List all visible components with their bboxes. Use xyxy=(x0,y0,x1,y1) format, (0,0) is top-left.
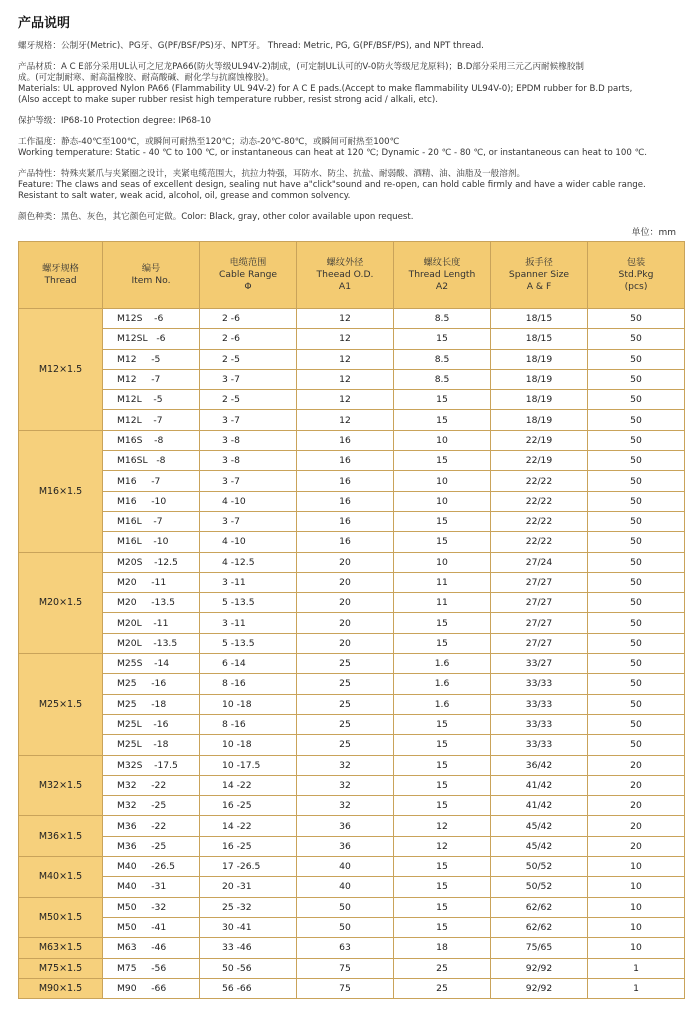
table-cell: 45/42 xyxy=(491,836,588,856)
table-cell: 12 xyxy=(297,369,394,389)
table-cell: 20 xyxy=(297,613,394,633)
table-cell: 50 xyxy=(588,309,685,329)
table-cell: 50 xyxy=(588,593,685,613)
table-cell: 20 xyxy=(588,755,685,775)
table-cell: M16S -8 xyxy=(103,430,200,450)
table-cell: 2 -6 xyxy=(200,329,297,349)
table-cell: 18/19 xyxy=(491,349,588,369)
table-cell: 15 xyxy=(394,390,491,410)
table-cell: 33/27 xyxy=(491,654,588,674)
table-cell: 15 xyxy=(394,877,491,897)
table-cell: 40 xyxy=(297,877,394,897)
table-cell: 25 xyxy=(297,735,394,755)
table-cell: 20 xyxy=(297,572,394,592)
table-cell: 33/33 xyxy=(491,714,588,734)
table-cell: 50 xyxy=(588,552,685,572)
column-header-line: 螺纹长度 xyxy=(423,257,461,268)
table-cell: 50 xyxy=(588,451,685,471)
table-cell: 33/33 xyxy=(491,735,588,755)
table-cell: 50 xyxy=(588,430,685,450)
table-cell: 27/27 xyxy=(491,572,588,592)
spec-line: Materials: UL approved Nylon PA66 (Flammability UL 94V-2) for A C E pads.(Accept to make flammability UL94V-0); EPDM rubber for B.D parts, xyxy=(18,84,633,94)
table-cell: 56 -66 xyxy=(200,978,297,998)
table-cell: 10 xyxy=(588,897,685,917)
table-cell: 10 xyxy=(588,857,685,877)
column-header-line: 电缆范围 xyxy=(229,257,267,268)
table-row xyxy=(19,917,685,937)
table-cell: 3 -7 xyxy=(200,511,297,531)
table-cell: M16L -10 xyxy=(103,532,200,552)
table-cell: M16SL -8 xyxy=(103,451,200,471)
spacer xyxy=(18,127,686,137)
table-cell: M12SL -6 xyxy=(103,329,200,349)
table-cell: 20 xyxy=(588,775,685,795)
table-cell: 8 -16 xyxy=(200,714,297,734)
column-header-line: 螺纹外径 xyxy=(326,257,364,268)
table-cell: 27/24 xyxy=(491,552,588,572)
table-row xyxy=(19,329,685,349)
table-cell: 25 xyxy=(297,714,394,734)
page-title: 产品说明 xyxy=(18,16,71,31)
table-row xyxy=(19,796,685,816)
table-cell: 25 xyxy=(297,674,394,694)
table-cell: 40 xyxy=(297,857,394,877)
table-cell: 50 xyxy=(588,735,685,755)
table-cell: 16 xyxy=(297,532,394,552)
table-cell: 20 xyxy=(297,593,394,613)
spec-line: 保护等级：IP68-10 Protection degree: IP68-10 xyxy=(18,116,212,126)
table-cell: 18/19 xyxy=(491,369,588,389)
table-cell: 15 xyxy=(394,796,491,816)
table-row xyxy=(19,938,685,958)
table-cell: 50 xyxy=(588,654,685,674)
product-description xyxy=(18,41,686,223)
table-cell: M25 -18 xyxy=(103,694,200,714)
column-header-line: A & F xyxy=(526,281,552,292)
table-cell: 20 xyxy=(588,796,685,816)
table-cell: 50 xyxy=(588,674,685,694)
table-row xyxy=(19,349,685,369)
table-cell: 16 xyxy=(297,491,394,511)
table-cell: 25 -32 xyxy=(200,897,297,917)
table-cell: 3 -7 xyxy=(200,410,297,430)
table-row xyxy=(19,816,685,836)
table-cell: M12L -5 xyxy=(103,390,200,410)
table-cell: 22/19 xyxy=(491,451,588,471)
table-cell: M20 -11 xyxy=(103,572,200,592)
table-cell: 10 xyxy=(394,491,491,511)
table-row xyxy=(19,735,685,755)
table-cell: M32 -25 xyxy=(103,796,200,816)
spec-line: (Also accept to make super rubber resist high temperature rubber, resist strong acid / alkali, etc). xyxy=(18,95,438,105)
table-cell: 15 xyxy=(394,410,491,430)
table-cell: M20 -13.5 xyxy=(103,593,200,613)
spec-line: 工作温度：静态-40℃至100℃，或瞬间可耐热至120℃；动态-20℃-80℃，或瞬间可耐热至100℃ xyxy=(18,137,400,147)
table-cell: 50 xyxy=(588,633,685,653)
table-cell: M32 -22 xyxy=(103,775,200,795)
spec-line: Working temperature: Static - 40 ℃ to 100 ℃, or instantaneous can heat at 120 ℃; Dynamic - 20 ℃ - 80 ℃, or instantaneous can heat to 100 ℃. xyxy=(18,148,647,158)
table-cell: 50 xyxy=(588,511,685,531)
table-cell: 41/42 xyxy=(491,775,588,795)
table-cell: 16 xyxy=(297,511,394,531)
table-cell: 10 -18 xyxy=(200,694,297,714)
table-cell: 50 xyxy=(588,471,685,491)
table-cell: 10 xyxy=(588,917,685,937)
table-row xyxy=(19,593,685,613)
spec-line: Feature: The claws and seas of excellent design, sealing nut have a"click"sound and re-open, can hold cable firmly and have a wider cable range. xyxy=(18,180,646,190)
table-cell: 22/22 xyxy=(491,491,588,511)
spec-table xyxy=(18,241,685,999)
table-cell: 41/42 xyxy=(491,796,588,816)
table-cell: M25L -16 xyxy=(103,714,200,734)
table-cell: 18/19 xyxy=(491,410,588,430)
column-header-line: A2 xyxy=(435,281,449,292)
unit-label: 单位：mm xyxy=(631,228,676,238)
table-cell: 50 xyxy=(297,917,394,937)
table-cell: 5 -13.5 xyxy=(200,593,297,613)
thread-cell: M16×1.5 xyxy=(19,430,103,552)
table-cell: 12 xyxy=(394,816,491,836)
table-cell: 32 xyxy=(297,796,394,816)
table-cell: 45/42 xyxy=(491,816,588,836)
table-row xyxy=(19,572,685,592)
table-row xyxy=(19,958,685,978)
table-cell: 1.6 xyxy=(394,674,491,694)
table-row xyxy=(19,978,685,998)
table-cell: 11 xyxy=(394,572,491,592)
table-row xyxy=(19,694,685,714)
table-cell: M90 -66 xyxy=(103,978,200,998)
table-cell: 92/92 xyxy=(491,958,588,978)
table-cell: 12 xyxy=(297,390,394,410)
spacer xyxy=(18,106,686,116)
table-cell: 50/52 xyxy=(491,877,588,897)
table-cell: 5 -13.5 xyxy=(200,633,297,653)
table-cell: 3 -8 xyxy=(200,451,297,471)
column-header-line: 螺牙规格 xyxy=(42,263,79,274)
table-cell: 20 xyxy=(588,836,685,856)
column-header xyxy=(394,242,491,309)
table-cell: 30 -41 xyxy=(200,917,297,937)
spec-line: 颜色种类：黑色、灰色，其它颜色可定做。Color: Black, gray, other color available upon request. xyxy=(18,212,414,222)
table-cell: M12L -7 xyxy=(103,410,200,430)
table-cell: 14 -22 xyxy=(200,816,297,836)
table-row xyxy=(19,755,685,775)
thread-cell: M12×1.5 xyxy=(19,309,103,431)
table-cell: 3 -7 xyxy=(200,471,297,491)
table-cell: M75 -56 xyxy=(103,958,200,978)
table-cell: 22/22 xyxy=(491,532,588,552)
table-cell: 16 -25 xyxy=(200,796,297,816)
column-header-line: Std.Pkg xyxy=(618,269,654,280)
column-header-line: (pcs) xyxy=(624,281,648,292)
table-cell: 20 -31 xyxy=(200,877,297,897)
table-cell: 18/15 xyxy=(491,329,588,349)
column-header-line: Theead O.D. xyxy=(316,269,374,280)
table-cell: 10 xyxy=(588,938,685,958)
table-cell: 15 xyxy=(394,897,491,917)
thread-cell: M40×1.5 xyxy=(19,857,103,898)
thread-cell: M50×1.5 xyxy=(19,897,103,938)
thread-cell: M20×1.5 xyxy=(19,552,103,653)
table-cell: 15 xyxy=(394,714,491,734)
column-header-line: 扳手径 xyxy=(525,257,553,268)
thread-cell: M25×1.5 xyxy=(19,654,103,755)
table-cell: M63 -46 xyxy=(103,938,200,958)
table-cell: 33/33 xyxy=(491,674,588,694)
table-cell: 25 xyxy=(297,694,394,714)
table-cell: M16 -7 xyxy=(103,471,200,491)
table-cell: 11 xyxy=(394,593,491,613)
thread-cell: M75×1.5 xyxy=(19,958,103,978)
table-cell: M25S -14 xyxy=(103,654,200,674)
table-row xyxy=(19,714,685,734)
table-cell: 63 xyxy=(297,938,394,958)
table-cell: 8.5 xyxy=(394,369,491,389)
table-cell: 75 xyxy=(297,958,394,978)
column-header-line: Thread xyxy=(44,275,77,286)
table-row xyxy=(19,410,685,430)
column-header xyxy=(491,242,588,309)
table-cell: M40 -26.5 xyxy=(103,857,200,877)
table-cell: M16 -10 xyxy=(103,491,200,511)
table-cell: 36 xyxy=(297,836,394,856)
column-header-line: Spanner Size xyxy=(508,269,570,280)
table-cell: 50 xyxy=(588,349,685,369)
table-cell: 16 xyxy=(297,451,394,471)
table-cell: 15 xyxy=(394,755,491,775)
table-cell: 15 xyxy=(394,329,491,349)
table-row xyxy=(19,775,685,795)
table-cell: 4 -12.5 xyxy=(200,552,297,572)
table-row xyxy=(19,511,685,531)
column-header-line: 包装 xyxy=(626,257,646,268)
table-cell: 10 xyxy=(394,552,491,572)
table-cell: 50 xyxy=(588,532,685,552)
column-header-line: Thread Length xyxy=(408,269,476,280)
table-row xyxy=(19,836,685,856)
table-cell: 15 xyxy=(394,511,491,531)
spec-line: 成。(可定制耐寒、耐高温橡胶、耐高酸碱、耐化学与抗腐蚀橡胶)。 xyxy=(18,73,274,83)
table-cell: 8.5 xyxy=(394,349,491,369)
table-cell: M50 -32 xyxy=(103,897,200,917)
table-cell: 62/62 xyxy=(491,917,588,937)
table-cell: 2 -6 xyxy=(200,309,297,329)
table-cell: 8.5 xyxy=(394,309,491,329)
table-cell: 3 -7 xyxy=(200,369,297,389)
table-cell: 27/27 xyxy=(491,593,588,613)
table-cell: 25 xyxy=(297,654,394,674)
table-cell: M12S -6 xyxy=(103,309,200,329)
table-cell: 50 xyxy=(588,390,685,410)
table-cell: 15 xyxy=(394,613,491,633)
spec-line: 螺牙规格：公制牙(Metric)、PG牙、G(PF/BSF/PS)牙、NPT牙。 Thread: Metric, PG, G(PF/BSF/PS), and NPT thread. xyxy=(18,41,484,51)
table-cell: 25 xyxy=(394,978,491,998)
spacer xyxy=(18,52,686,62)
table-cell: 32 xyxy=(297,775,394,795)
table-cell: 75 xyxy=(297,978,394,998)
table-cell: 15 xyxy=(394,633,491,653)
thread-cell: M63×1.5 xyxy=(19,938,103,958)
table-row xyxy=(19,309,685,329)
table-cell: 10 xyxy=(394,471,491,491)
table-row xyxy=(19,390,685,410)
table-cell: 15 xyxy=(394,917,491,937)
table-cell: 50 xyxy=(588,572,685,592)
table-cell: M20S -12.5 xyxy=(103,552,200,572)
table-row xyxy=(19,674,685,694)
table-cell: 12 xyxy=(297,410,394,430)
table-cell: 3 -11 xyxy=(200,572,297,592)
table-cell: 18 xyxy=(394,938,491,958)
table-cell: 32 xyxy=(297,755,394,775)
table-cell: 27/27 xyxy=(491,633,588,653)
spec-line: 产品材质：A C E部分采用UL认可之尼龙PA66(防火等级UL94V-2)制成，(可定制UL认可的V-0防火等级尼龙原料)；B.D部分采用三元乙丙耐候橡胶制 xyxy=(18,62,585,72)
table-cell: 10 xyxy=(394,430,491,450)
table-cell: M40 -31 xyxy=(103,877,200,897)
table-cell: 2 -5 xyxy=(200,390,297,410)
table-cell: M20L -11 xyxy=(103,613,200,633)
table-cell: 1.6 xyxy=(394,694,491,714)
table-cell: 17 -26.5 xyxy=(200,857,297,877)
table-cell: 15 xyxy=(394,532,491,552)
table-cell: M20L -13.5 xyxy=(103,633,200,653)
table-cell: M25L -18 xyxy=(103,735,200,755)
table-cell: 50 xyxy=(588,714,685,734)
table-cell: 50 xyxy=(588,329,685,349)
table-cell: 18/19 xyxy=(491,390,588,410)
table-cell: M25 -16 xyxy=(103,674,200,694)
table-cell: 22/22 xyxy=(491,511,588,531)
table-cell: M50 -41 xyxy=(103,917,200,937)
column-header xyxy=(297,242,394,309)
column-header-line: 编号 xyxy=(141,263,161,274)
table-cell: 20 xyxy=(297,633,394,653)
table-cell: 10 xyxy=(588,877,685,897)
column-header xyxy=(588,242,685,309)
table-cell: 50/52 xyxy=(491,857,588,877)
table-cell: 14 -22 xyxy=(200,775,297,795)
spacer xyxy=(18,159,686,169)
table-row xyxy=(19,613,685,633)
table-row xyxy=(19,430,685,450)
table-cell: 33/33 xyxy=(491,694,588,714)
column-header xyxy=(19,242,103,309)
table-cell: M32S -17.5 xyxy=(103,755,200,775)
table-cell: 20 xyxy=(588,816,685,836)
column-header-line: A1 xyxy=(338,281,352,292)
column-header-line: Item No. xyxy=(131,275,171,286)
table-cell: 6 -14 xyxy=(200,654,297,674)
thread-cell: M36×1.5 xyxy=(19,816,103,857)
table-cell: 62/62 xyxy=(491,897,588,917)
table-cell: 12 xyxy=(297,349,394,369)
table-cell: M36 -22 xyxy=(103,816,200,836)
column-header xyxy=(200,242,297,309)
table-cell: 50 -56 xyxy=(200,958,297,978)
table-row xyxy=(19,532,685,552)
table-cell: 10 -18 xyxy=(200,735,297,755)
table-cell: 2 -5 xyxy=(200,349,297,369)
table-header xyxy=(19,242,685,309)
table-row xyxy=(19,451,685,471)
table-cell: 50 xyxy=(297,897,394,917)
table-cell: M12 -7 xyxy=(103,369,200,389)
table-cell: 36/42 xyxy=(491,755,588,775)
table-cell: 75/65 xyxy=(491,938,588,958)
table-cell: 4 -10 xyxy=(200,491,297,511)
table-cell: 15 xyxy=(394,775,491,795)
thread-cell: M90×1.5 xyxy=(19,978,103,998)
table-body xyxy=(19,309,685,999)
table-cell: 50 xyxy=(588,369,685,389)
table-cell: 16 xyxy=(297,430,394,450)
table-cell: 22/22 xyxy=(491,471,588,491)
table-cell: 16 -25 xyxy=(200,836,297,856)
column-header-line: Cable Range xyxy=(218,269,278,280)
table-row xyxy=(19,897,685,917)
table-row xyxy=(19,552,685,572)
column-header xyxy=(103,242,200,309)
spec-line: 产品特性：特殊夹紧爪与夹紧圈之设计，夹紧电缆范围大，抗拉力特强，耳防水、防尘、抗盐、耐弱酸、酒精、油、油脂及一般溶剂。 xyxy=(18,169,526,179)
table-cell: 12 xyxy=(297,309,394,329)
table-cell: 33 -46 xyxy=(200,938,297,958)
table-cell: 1 xyxy=(588,958,685,978)
table-cell: 12 xyxy=(297,329,394,349)
table-row xyxy=(19,857,685,877)
table-cell: 50 xyxy=(588,694,685,714)
table-cell: M12 -5 xyxy=(103,349,200,369)
table-cell: 1.6 xyxy=(394,654,491,674)
table-cell: 16 xyxy=(297,471,394,491)
column-header-line: Φ xyxy=(244,281,252,292)
table-row xyxy=(19,369,685,389)
table-cell: M16L -7 xyxy=(103,511,200,531)
table-cell: 36 xyxy=(297,816,394,836)
table-cell: 15 xyxy=(394,735,491,755)
table-cell: 18/15 xyxy=(491,309,588,329)
table-row xyxy=(19,471,685,491)
table-cell: 20 xyxy=(297,552,394,572)
table-cell: 27/27 xyxy=(491,613,588,633)
thread-cell: M32×1.5 xyxy=(19,755,103,816)
table-cell: 50 xyxy=(588,613,685,633)
table-cell: 3 -8 xyxy=(200,430,297,450)
table-cell: 4 -10 xyxy=(200,532,297,552)
table-cell: 3 -11 xyxy=(200,613,297,633)
spec-line: Resistant to salt water, weak acid, alcohol, oil, grease and common solvency. xyxy=(18,191,351,201)
table-row xyxy=(19,654,685,674)
table-cell: 15 xyxy=(394,857,491,877)
table-row xyxy=(19,491,685,511)
table-cell: 50 xyxy=(588,491,685,511)
table-cell: 15 xyxy=(394,451,491,471)
table-cell: 1 xyxy=(588,978,685,998)
spacer xyxy=(18,202,686,212)
table-row xyxy=(19,633,685,653)
table-cell: 22/19 xyxy=(491,430,588,450)
table-cell: 50 xyxy=(588,410,685,430)
table-cell: 8 -16 xyxy=(200,674,297,694)
table-cell: 25 xyxy=(394,958,491,978)
table-cell: 12 xyxy=(394,836,491,856)
table-cell: M36 -25 xyxy=(103,836,200,856)
table-row xyxy=(19,877,685,897)
table-cell: 92/92 xyxy=(491,978,588,998)
table-cell: 10 -17.5 xyxy=(200,755,297,775)
